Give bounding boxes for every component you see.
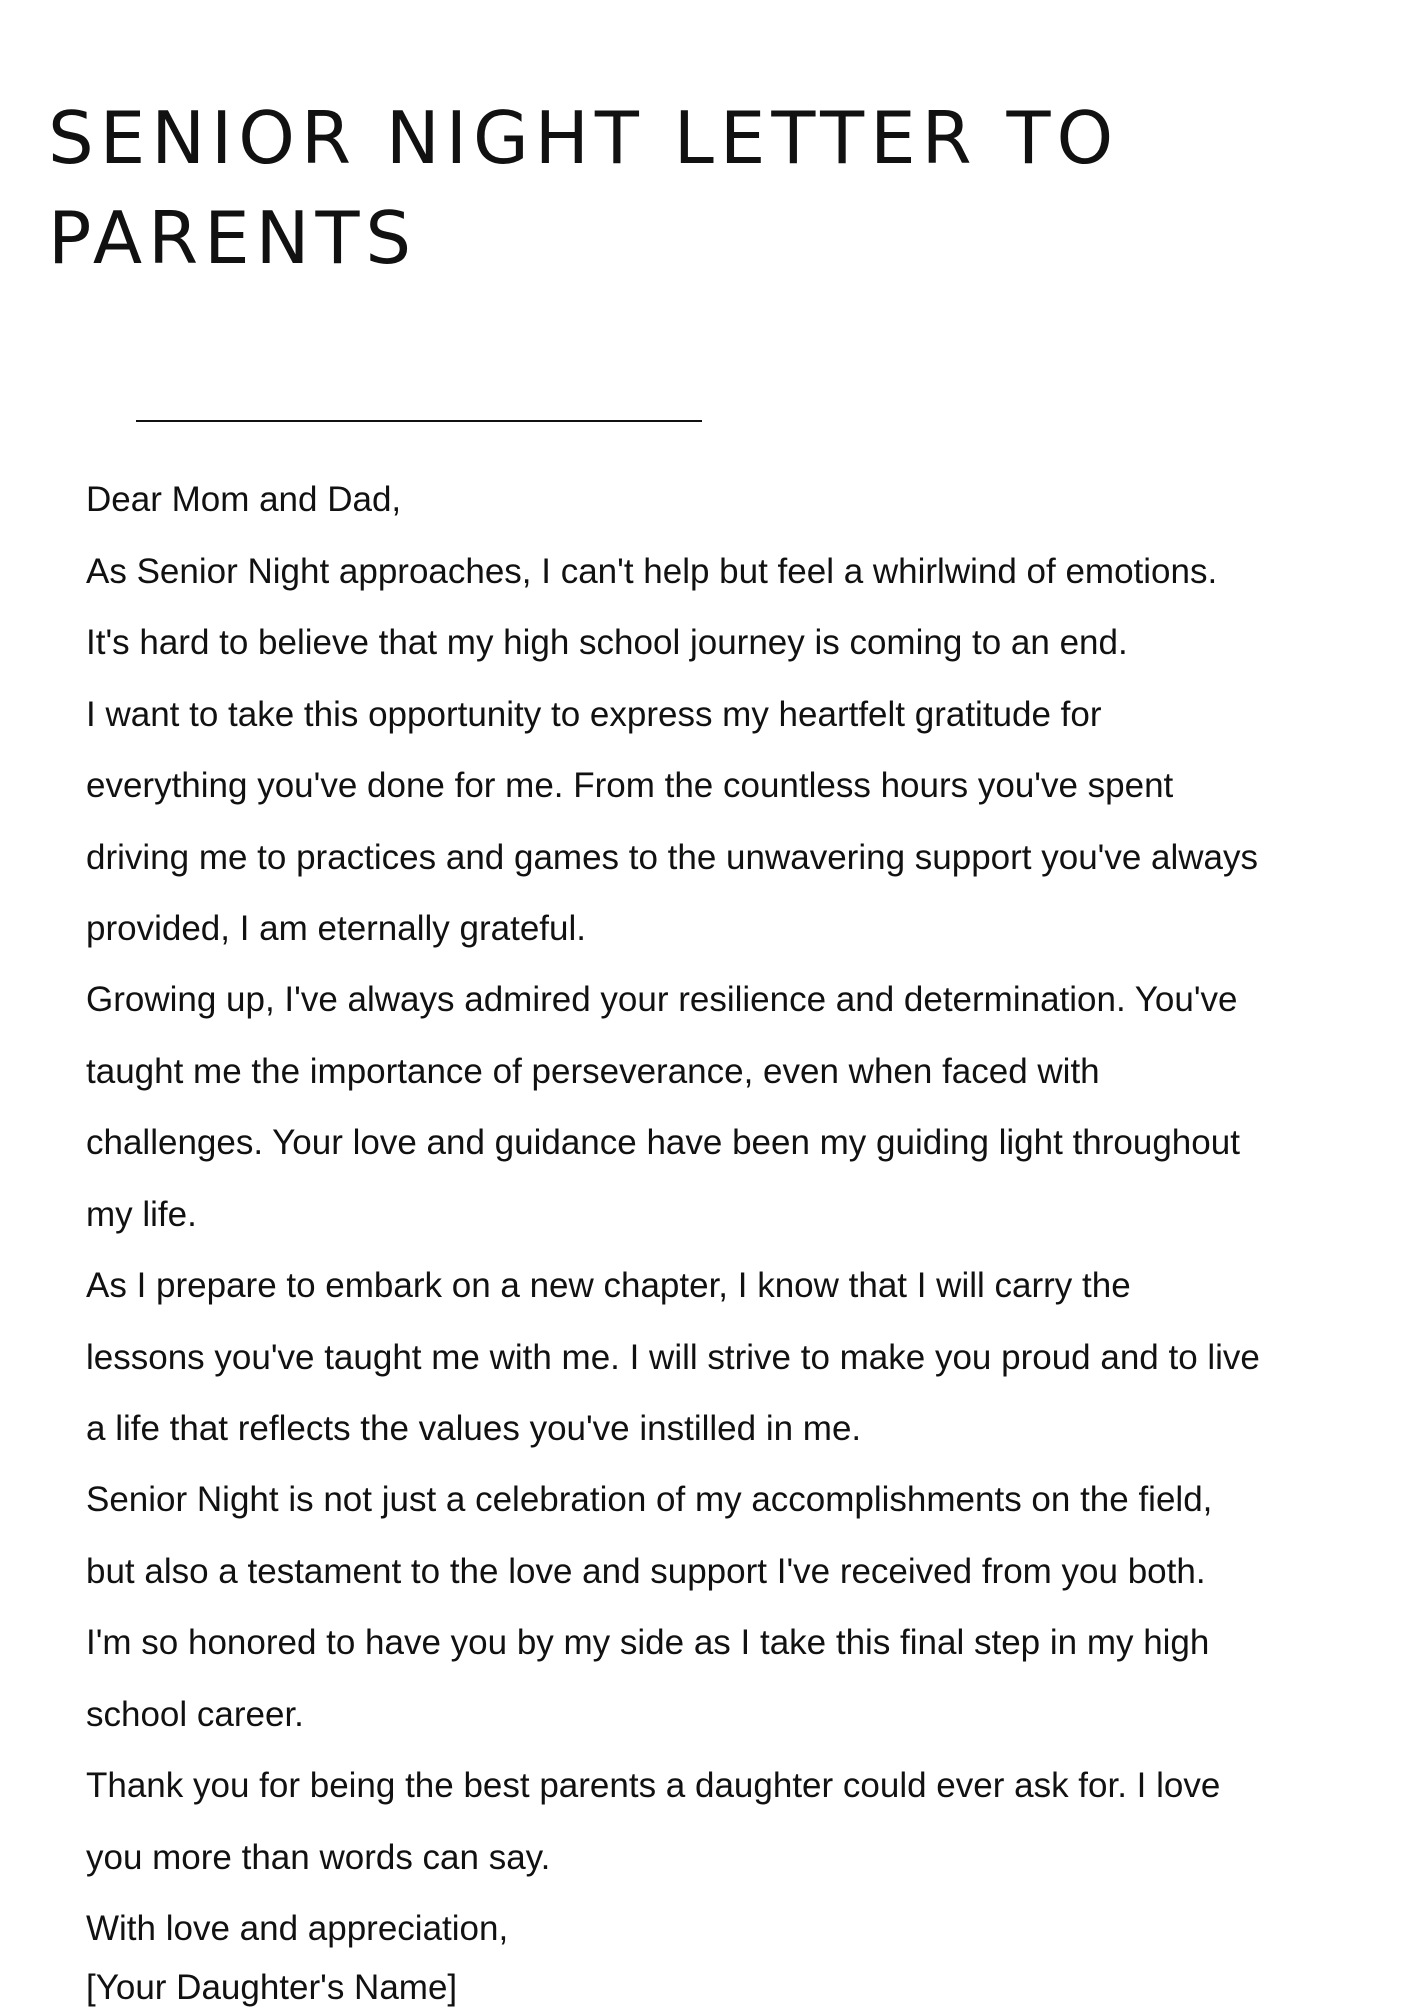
letter-line: Senior Night is not just a celebration of my accomplishments on the field, bbox=[86, 1480, 1213, 1519]
title-divider bbox=[136, 420, 702, 422]
letter-line: a life that reflects the values you've instilled in me. bbox=[86, 1409, 862, 1448]
page-title bbox=[48, 88, 1248, 288]
letter-line: lessons you've taught me with me. I will strive to make you proud and to live bbox=[86, 1338, 1260, 1377]
letter-line: Growing up, I've always admired your resilience and determination. You've bbox=[86, 980, 1238, 1019]
letter-line: As I prepare to embark on a new chapter, I know that I will carry the bbox=[86, 1266, 1131, 1305]
letter-line: As Senior Night approaches, I can't help but feel a whirlwind of emotions. bbox=[86, 552, 1218, 591]
salutation: Dear Mom and Dad, bbox=[86, 480, 402, 519]
letter-line: school career. bbox=[86, 1695, 304, 1734]
letter-line: I'm so honored to have you by my side as I take this final step in my high bbox=[86, 1623, 1210, 1662]
letter-line: taught me the importance of perseverance, even when faced with bbox=[86, 1052, 1100, 1091]
letter-line: you more than words can say. bbox=[86, 1838, 551, 1877]
page-title-line-2: PARENTS bbox=[48, 196, 418, 280]
letter-line: It's hard to believe that my high school journey is coming to an end. bbox=[86, 623, 1128, 662]
letter-line: everything you've done for me. From the countless hours you've spent bbox=[86, 766, 1174, 805]
letter-line: but also a testament to the love and support I've received from you both. bbox=[86, 1552, 1206, 1591]
letter-line: driving me to practices and games to the unwavering support you've always bbox=[86, 838, 1259, 877]
signature-placeholder: [Your Daughter's Name] bbox=[86, 1968, 458, 2007]
letter-line: challenges. Your love and guidance have been my guiding light throughout bbox=[86, 1123, 1240, 1162]
letter-line: my life. bbox=[86, 1195, 197, 1234]
page-title-line-1: SENIOR NIGHT LETTER TO bbox=[48, 96, 1120, 180]
letter-line: provided, I am eternally grateful. bbox=[86, 909, 586, 948]
closing: With love and appreciation, bbox=[86, 1909, 509, 1948]
letter-line: Thank you for being the best parents a daughter could ever ask for. I love bbox=[86, 1766, 1221, 1805]
letter-line: I want to take this opportunity to express my heartfelt gratitude for bbox=[86, 695, 1102, 734]
